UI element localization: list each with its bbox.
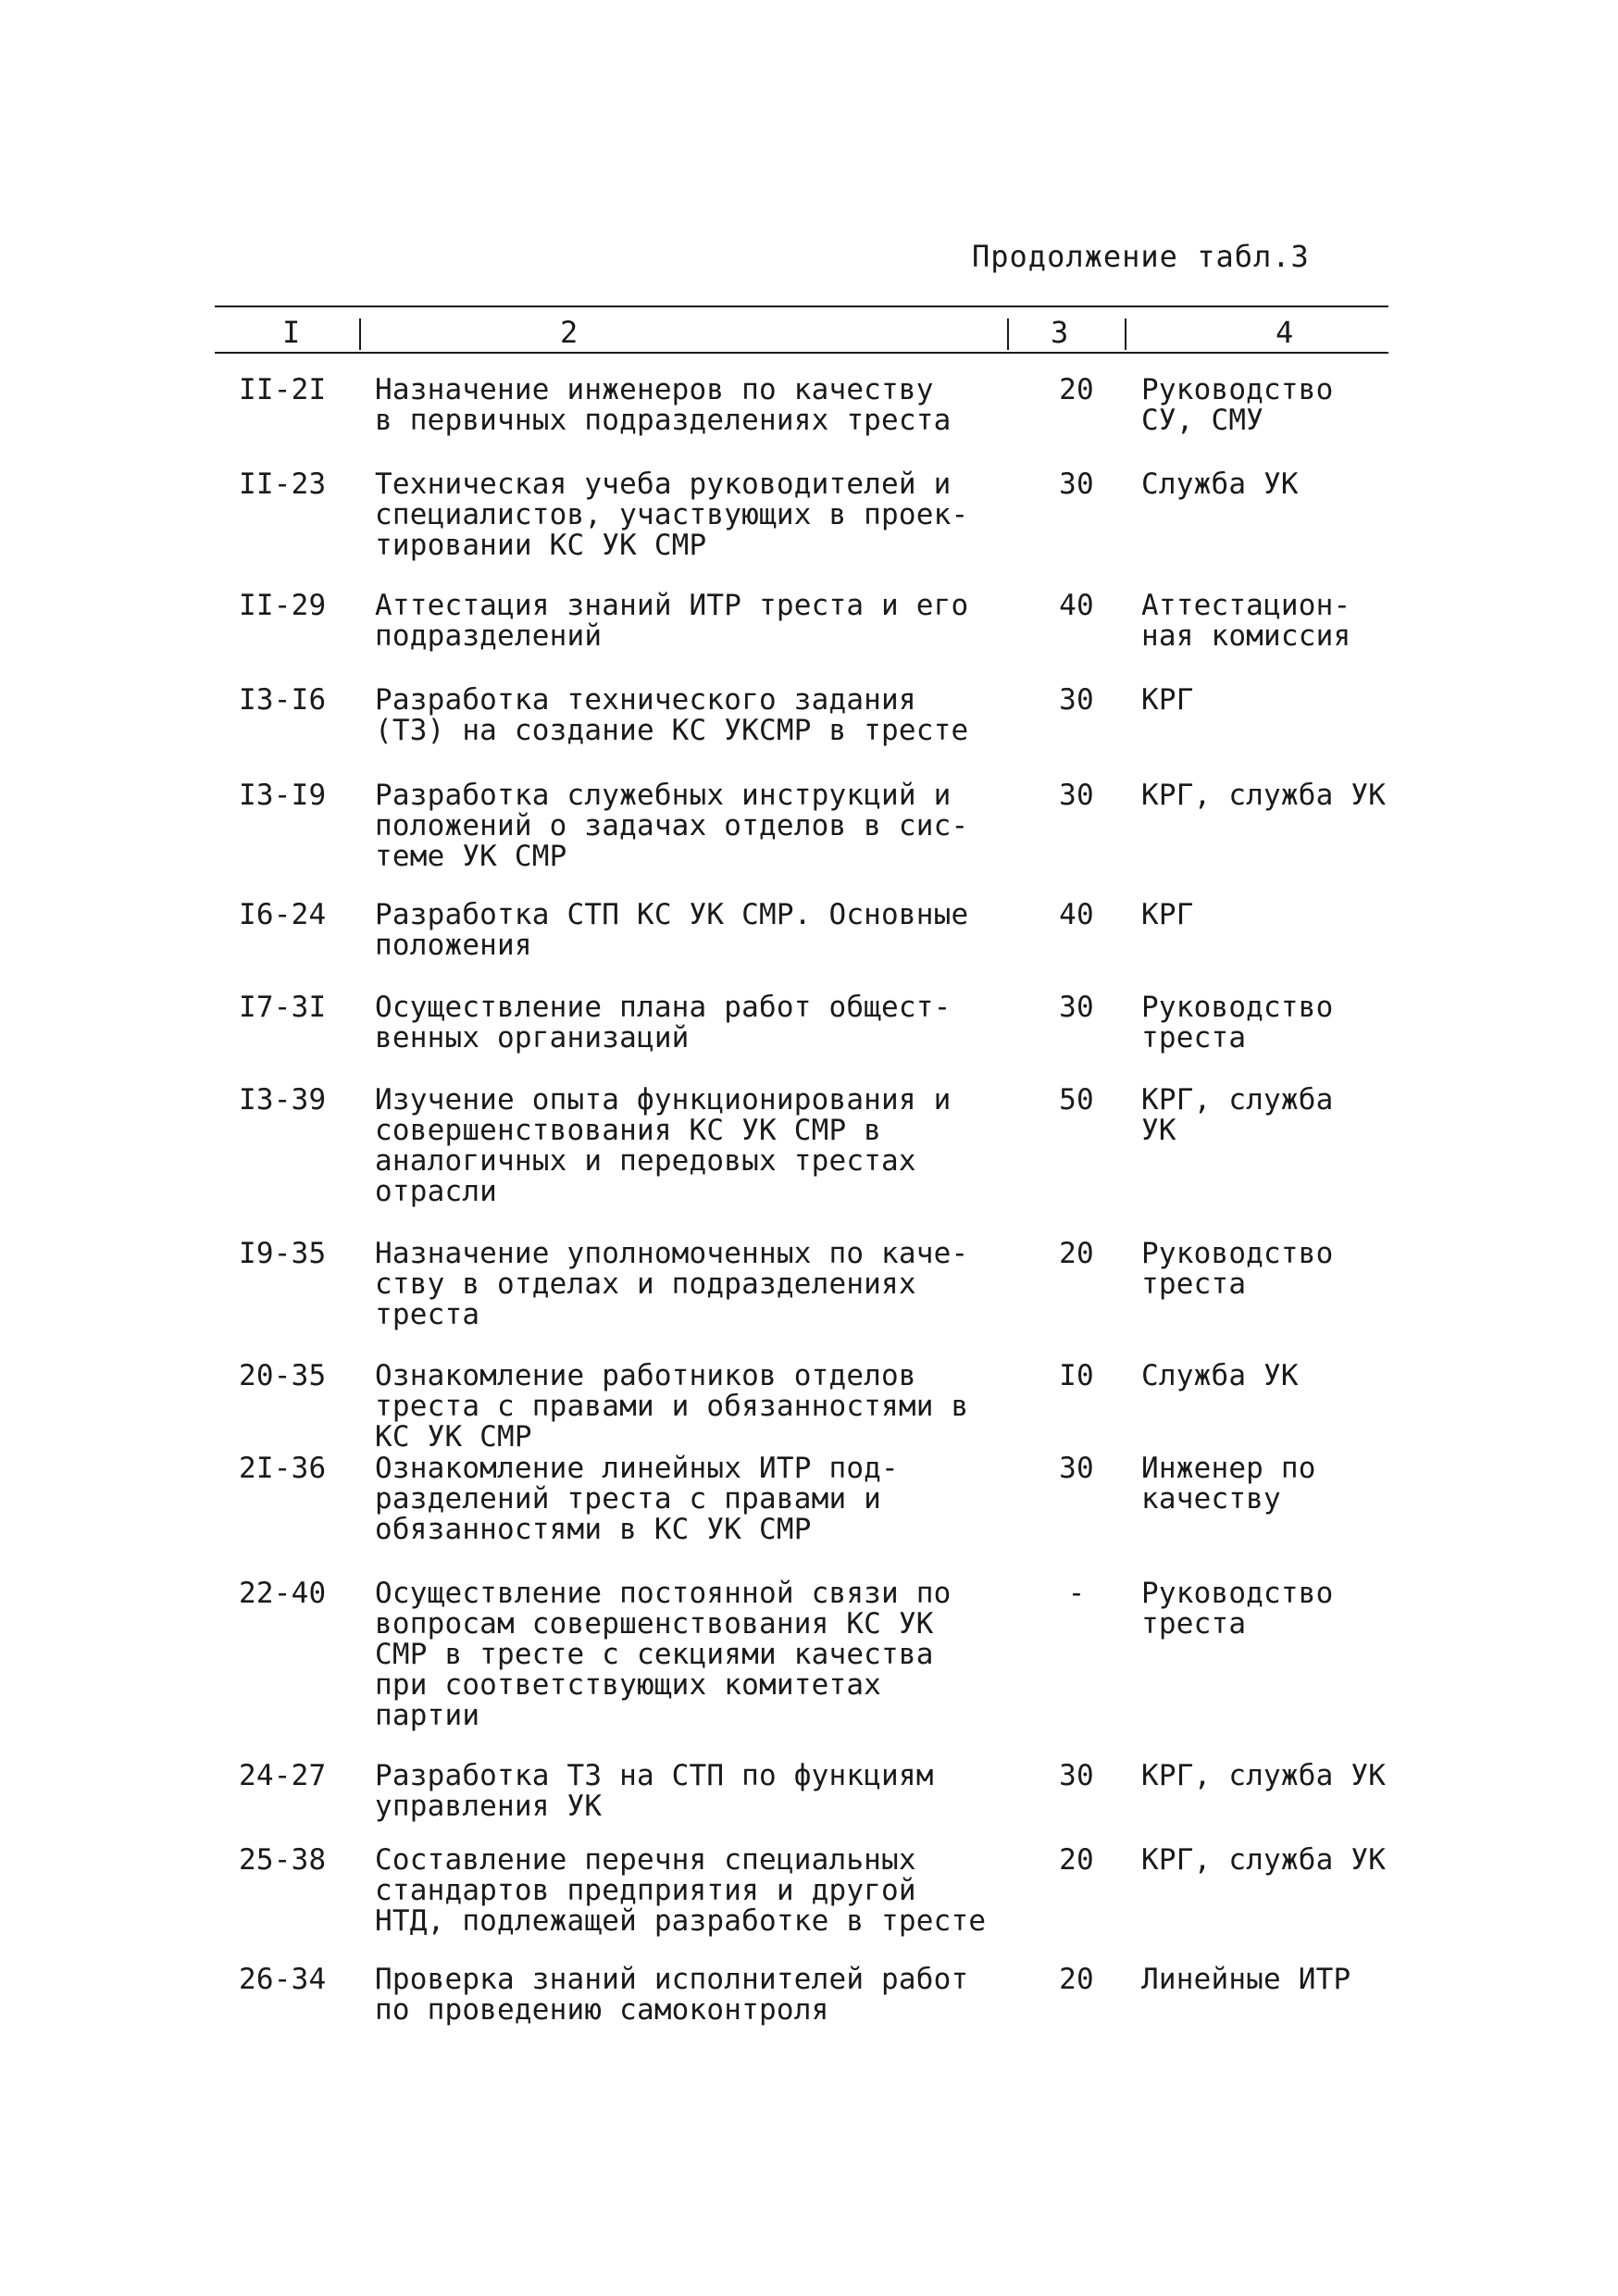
row-code: 22-40: [239, 1577, 327, 1610]
row-executor: Инженер по качеству: [1141, 1452, 1316, 1516]
row-executor: Руководство треста: [1141, 1237, 1334, 1301]
column-separator: [359, 318, 361, 350]
row-code: I3-I9: [239, 779, 327, 812]
row-code: I6-24: [239, 898, 327, 931]
row-description: Разработка служебных инструкций и положений о задачах отделов в сис- теме УК СМР: [375, 779, 969, 873]
column-header-2: 2: [560, 315, 579, 350]
row-days: 50: [1059, 1083, 1094, 1117]
row-executor: Служба УК: [1141, 1359, 1299, 1392]
table-top-rule: [215, 306, 1388, 307]
row-days: 20: [1059, 373, 1094, 406]
row-description: Изучение опыта функционирования и совершенствования КС УК СМР в аналогичных и передовых трестах отрасли: [375, 1083, 952, 1208]
row-days: 30: [1059, 779, 1094, 812]
row-code: 25-38: [239, 1843, 327, 1877]
row-executor: КРГ, служба УК: [1141, 1843, 1387, 1877]
row-days: 30: [1059, 991, 1094, 1024]
row-executor: КРГ, служба УК: [1141, 779, 1387, 812]
row-code: II-23: [239, 468, 327, 501]
row-executor: КРГ: [1141, 683, 1194, 717]
column-header-3: 3: [1051, 315, 1069, 350]
row-code: II-2I: [239, 373, 327, 406]
table-header-rule: [215, 352, 1388, 354]
row-executor: Линейные ИТР: [1141, 1963, 1351, 1996]
row-description: Ознакомление линейных ИТР под- разделений треста с правами и обязанностями в КС УК СМР: [375, 1452, 899, 1546]
row-description: Разработка СТП КС УК СМР. Основные положения: [375, 898, 969, 962]
row-executor: Служба УК: [1141, 468, 1299, 501]
row-days: I0: [1059, 1359, 1094, 1392]
row-description: Разработка ТЗ на СТП по функциям управления УК: [375, 1759, 934, 1823]
row-days: 20: [1059, 1963, 1094, 1996]
row-code: 2I-36: [239, 1452, 327, 1485]
row-executor: Руководство треста: [1141, 1577, 1334, 1641]
row-days: 30: [1059, 1759, 1094, 1792]
row-days: 20: [1059, 1237, 1094, 1270]
row-description: Осуществление постоянной связи по вопросам совершенствования КС УК СМР в тресте с секциями качества при соответствующих комитетах партии: [375, 1577, 952, 1732]
row-description: Ознакомление работников отделов треста с правами и обязанностями в КС УК СМР: [375, 1359, 969, 1454]
row-days: 30: [1059, 683, 1094, 717]
row-description: Назначение инженеров по качеству в первичных подразделениях треста: [375, 373, 952, 437]
row-description: Назначение уполномоченных по каче- ству в отделах и подразделениях треста: [375, 1237, 969, 1331]
row-description: Составление перечня специальных стандартов предприятия и другой НТД, подлежащей разработке в тресте: [375, 1843, 987, 1938]
row-code: 24-27: [239, 1759, 327, 1792]
row-code: II-29: [239, 589, 327, 622]
table-continuation-title: Продолжение табл.3: [972, 239, 1310, 274]
row-code: 20-35: [239, 1359, 327, 1392]
row-days: 20: [1059, 1843, 1094, 1877]
row-code: I3-I6: [239, 683, 327, 717]
row-days: -: [1067, 1577, 1086, 1610]
row-code: 26-34: [239, 1963, 327, 1996]
row-days: 30: [1059, 1452, 1094, 1485]
row-executor: Руководство треста: [1141, 991, 1334, 1054]
row-description: Аттестация знаний ИТР треста и его подразделений: [375, 589, 969, 653]
row-description: Разработка технического задания (ТЗ) на создание КС УКСМР в тресте: [375, 683, 969, 747]
column-header-1: I: [282, 315, 301, 350]
row-description: Осуществление плана работ общест- венных организаций: [375, 991, 952, 1054]
row-days: 40: [1059, 589, 1094, 622]
row-description: Проверка знаний исполнителей работ по проведению самоконтроля: [375, 1963, 969, 2027]
row-executor: КРГ: [1141, 898, 1194, 931]
column-header-4: 4: [1276, 315, 1294, 350]
row-code: I9-35: [239, 1237, 327, 1270]
row-code: I3-39: [239, 1083, 327, 1117]
row-code: I7-3I: [239, 991, 327, 1024]
row-days: 40: [1059, 898, 1094, 931]
column-separator: [1125, 318, 1126, 350]
row-executor: КРГ, служба УК: [1141, 1083, 1334, 1147]
row-executor: Аттестацион- ная комиссия: [1141, 589, 1351, 653]
row-description: Техническая учеба руководителей и специалистов, участвующих в проек- тировании КС УК СМР: [375, 468, 969, 562]
row-days: 30: [1059, 468, 1094, 501]
row-executor: Руководство СУ, СМУ: [1141, 373, 1334, 437]
column-separator: [1007, 318, 1009, 350]
row-executor: КРГ, служба УК: [1141, 1759, 1387, 1792]
